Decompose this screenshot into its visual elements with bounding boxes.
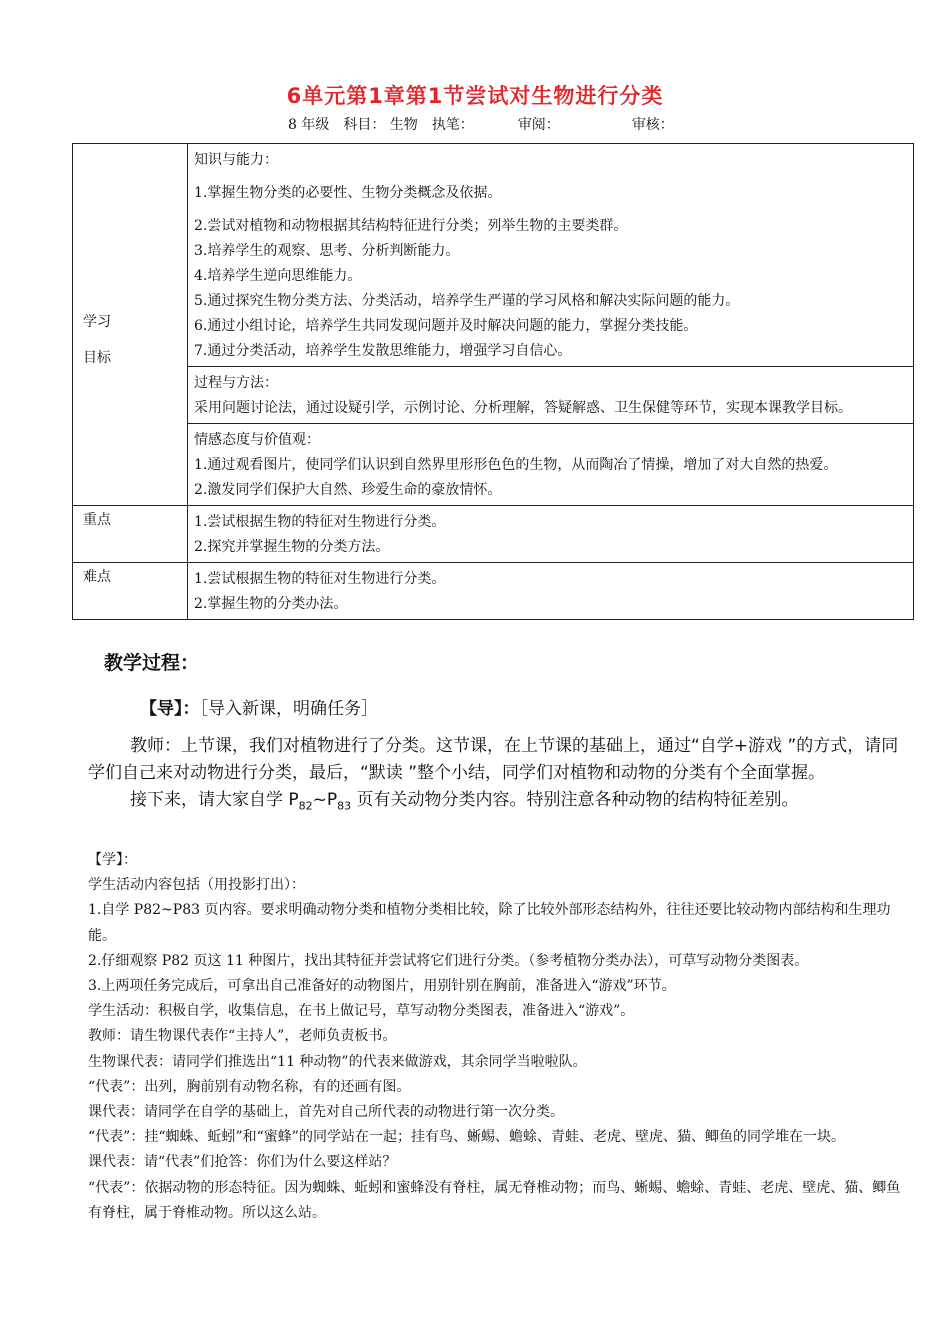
emotion-cell xyxy=(188,424,914,506)
list-item: 1.通过观看图片，使同学们认识到自然界里形形色色的生物，从而陶冶了情操，增加了对大自然的热爱。 xyxy=(194,457,838,473)
table-row xyxy=(73,563,914,620)
page-title: 6单元第1章第1节尝试对生物进行分类 xyxy=(286,84,664,108)
study-line: “代表”：出列，胸前别有动物名称，有的还画有图。 xyxy=(88,1078,411,1095)
objectives-label-line2: 目标 xyxy=(83,350,111,366)
list-item: 1.尝试根据生物的特征对生物进行分类。 xyxy=(194,514,446,530)
table-row xyxy=(73,424,914,506)
list-item: 1.尝试根据生物的特征对生物进行分类。 xyxy=(194,571,446,587)
study-line: 学生活动：积极自学，收集信息，在书上做记号，草写动物分类图表，准备进入“游戏”。 xyxy=(88,1003,635,1020)
key-points-label xyxy=(73,506,188,563)
intro-p2-sub1: 82 xyxy=(298,799,313,813)
key-points-label-text: 重点 xyxy=(83,512,111,528)
intro-p2-pre: 接下来，请大家自学 P xyxy=(130,790,299,810)
study-section xyxy=(88,848,910,1226)
knowledge-heading: 知识与能力： xyxy=(194,152,278,168)
process-cell xyxy=(188,367,914,424)
list-item: 2.探究并掌握生物的分类方法。 xyxy=(194,539,390,555)
study-line: “代表”：挂“蜘蛛、蚯蚓”和“蜜蜂”的同学站在一起；挂有鸟、蜥蜴、蟾蜍、青蛙、老虎、壁虎、猫、鲫鱼的同学堆在一块。 xyxy=(88,1129,845,1146)
difficulties-cell xyxy=(188,563,914,620)
meta-approve: 审核： xyxy=(631,117,674,133)
emotion-heading: 情感态度与价值观： xyxy=(194,432,320,448)
process-heading: 过程与方法： xyxy=(194,375,278,391)
list-item: 2.掌握生物的分类办法。 xyxy=(194,596,348,612)
study-line: 2.仔细观察 P82 页这 11 种图片，找出其特征并尝试将它们进行分类。（参考植物分类办法），可草写动物分类图表。 xyxy=(88,952,809,969)
list-item: 2.激发同学们保护大自然、珍爱生命的豪放情怀。 xyxy=(194,482,502,498)
intro-p2-mid: ~P xyxy=(312,790,338,810)
study-line: 【学】： xyxy=(88,852,137,868)
objectives-label-cell xyxy=(73,144,188,506)
lesson-plan-table xyxy=(72,143,914,620)
study-line: “代表”：依据动物的形态特征。因为蜘蛛、蚯蚓和蜜蜂没有脊柱，属无脊椎动物；而鸟、蜥蜴、蟾蜍、青蛙、老虎、壁虎、猫、鲫鱼有脊柱，属于脊椎动物。所以这么站。 xyxy=(88,1179,901,1221)
table-row xyxy=(73,506,914,563)
dao-line xyxy=(140,694,378,719)
study-line: 学生活动内容包括（用投影打出）： xyxy=(88,877,305,894)
list-item: 7.通过分类活动，培养学生发散思维能力，增强学习自信心。 xyxy=(194,343,572,359)
list-item: 4.培养学生逆向思维能力。 xyxy=(194,268,362,284)
list-item: 3.培养学生的观察、思考、分析判断能力。 xyxy=(194,243,460,259)
list-item: 2.尝试对植物和动物根据其结构特征进行分类；列举生物的主要类群。 xyxy=(194,218,628,234)
intro-p2-post: 页有关动物分类内容。特别注意各种动物的结构特征差别。 xyxy=(351,790,799,810)
table-row xyxy=(73,367,914,424)
study-line: 3.上两项任务完成后，可拿出自己准备好的动物图片，用别针别在胸前，准备进入“游戏”环节。 xyxy=(88,978,676,995)
intro-paragraph-2 xyxy=(88,787,910,819)
study-line: 1.自学 P82~P83 页内容。要求明确动物分类和植物分类相比较，除了比较外部形态结构外，往往还要比较动物内部结构和生理功能。 xyxy=(88,902,891,944)
study-line: 教师：请生物课代表作“主持人”，老师负责板书。 xyxy=(88,1028,397,1045)
list-item: 6.通过小组讨论，培养学生共同发现问题并及时解决问题的能力，掌握分类技能。 xyxy=(194,318,698,334)
study-line: 课代表：请同学在自学的基础上，首先对自己所代表的动物进行第一次分类。 xyxy=(88,1104,564,1121)
meta-grade: 8 年级 xyxy=(288,117,330,133)
intro-p2-sub2: 83 xyxy=(337,799,352,813)
meta-subject: 科目： 生物 xyxy=(343,117,418,133)
dao-text: ［导入新课，明确任务］ xyxy=(199,699,378,719)
table-row xyxy=(73,144,914,367)
study-line: 生物课代表：请同学们推选出“11 种动物”的代表来做游戏，其余同学当啦啦队。 xyxy=(88,1053,587,1070)
meta-author: 执笔： xyxy=(431,117,474,133)
intro-block xyxy=(88,733,910,819)
list-item: 1.掌握生物分类的必要性、生物分类概念及依据。 xyxy=(194,185,502,201)
objectives-label-line1: 学习 xyxy=(83,314,111,330)
process-text: 采用问题讨论法，通过设疑引学，示例讨论、分析理解，答疑解惑、卫生保健等环节，实现本课教学目标。 xyxy=(194,400,852,416)
list-item: 5.通过探究生物分类方法、分类活动，培养学生严谨的学习风格和解决实际问题的能力。 xyxy=(194,293,740,309)
meta-line xyxy=(288,114,688,134)
teaching-process-title: 教学过程： xyxy=(104,652,200,674)
study-line: 课代表：请“代表”们抢答：你们为什么要这样站？ xyxy=(88,1154,397,1171)
key-points-cell xyxy=(188,506,914,563)
difficulties-label xyxy=(73,563,188,620)
knowledge-cell xyxy=(188,144,914,367)
intro-paragraph-1: 教师：上节课，我们对植物进行了分类。这节课，在上节课的基础上，通过“自学+游戏 ”的方式，请同学们自己来对动物进行分类，最后，“默读 ”整个小结，同学们对植物和动物的分类有个全面掌握。 xyxy=(88,736,899,783)
meta-review: 审阅： xyxy=(517,117,560,133)
dao-tag: 【导】： xyxy=(140,699,200,719)
difficulties-label-text: 难点 xyxy=(83,569,111,585)
